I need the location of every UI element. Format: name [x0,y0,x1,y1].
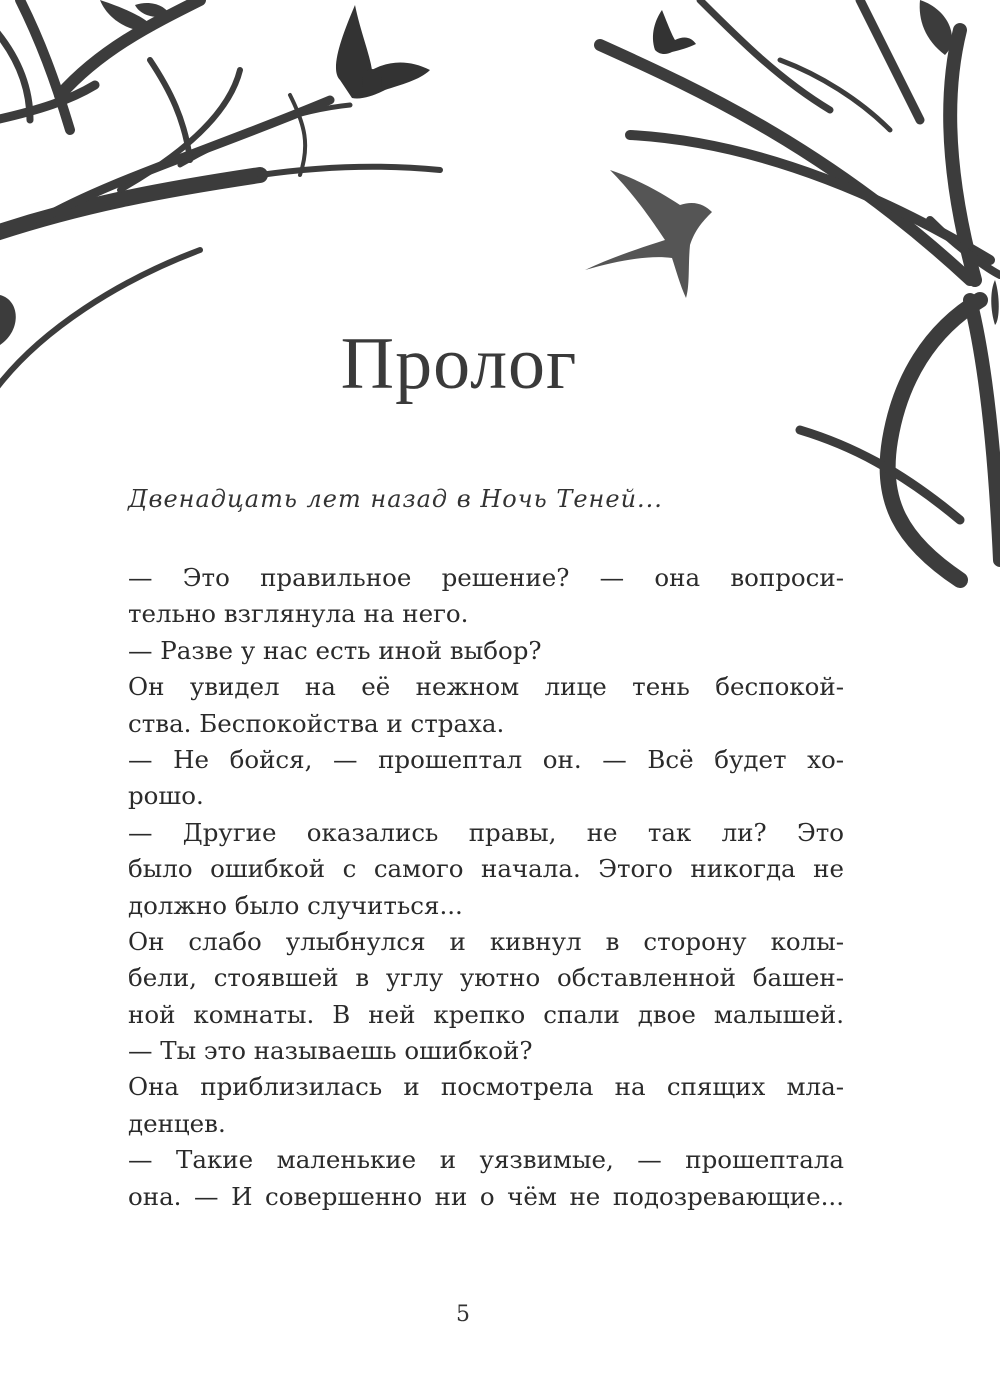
text-line: — Такие маленькие и уязвимые, — прошептала [128,1145,844,1175]
text-line: Он слабо улыбнулся и кивнул в сторону колы- [128,926,844,956]
bird-icon [653,10,696,54]
text-line: — Другие оказались правы, не так ли? Это [128,817,844,847]
body-text [128,560,844,1215]
text-line: тельно взглянула на него. [128,599,469,629]
text-line: денцев. [128,1108,226,1138]
text-line: рошо. [128,781,204,811]
text-line: — Не бойся, — прошептал он. — Всё будет хо- [128,744,844,774]
text-line: — Разве у нас есть иной выбор? [128,635,542,665]
page-number: 5 [456,1302,470,1327]
chapter-title: Пролог [340,323,578,405]
epigraph: Двенадцать лет назад в Ночь Теней... [128,485,663,513]
text-line: ной комнаты. В ней крепко спали двое малышей. [128,999,844,1029]
text-line: — Ты это называешь ошибкой? [128,1036,533,1066]
text-line: бели, стоявшей в углу уютно обставленной башен- [128,963,844,993]
bird-icon [336,5,430,98]
text-line: она. — И совершенно ни о чём не подозревающие... [128,1181,844,1211]
swallow-bird-icon [585,170,712,298]
text-line: должно было случиться... [128,890,463,920]
text-line: Он увидел на её нежном лице тень беспокой- [128,672,844,702]
text-line: — Это правильное решение? — она вопроси- [128,563,844,592]
text-line: ства. Беспокойства и страха. [128,708,505,738]
text-line: было ошибкой с самого начала. Этого никогда не [128,854,844,884]
text-line: Она приблизилась и посмотрела на спящих мла- [128,1072,844,1102]
